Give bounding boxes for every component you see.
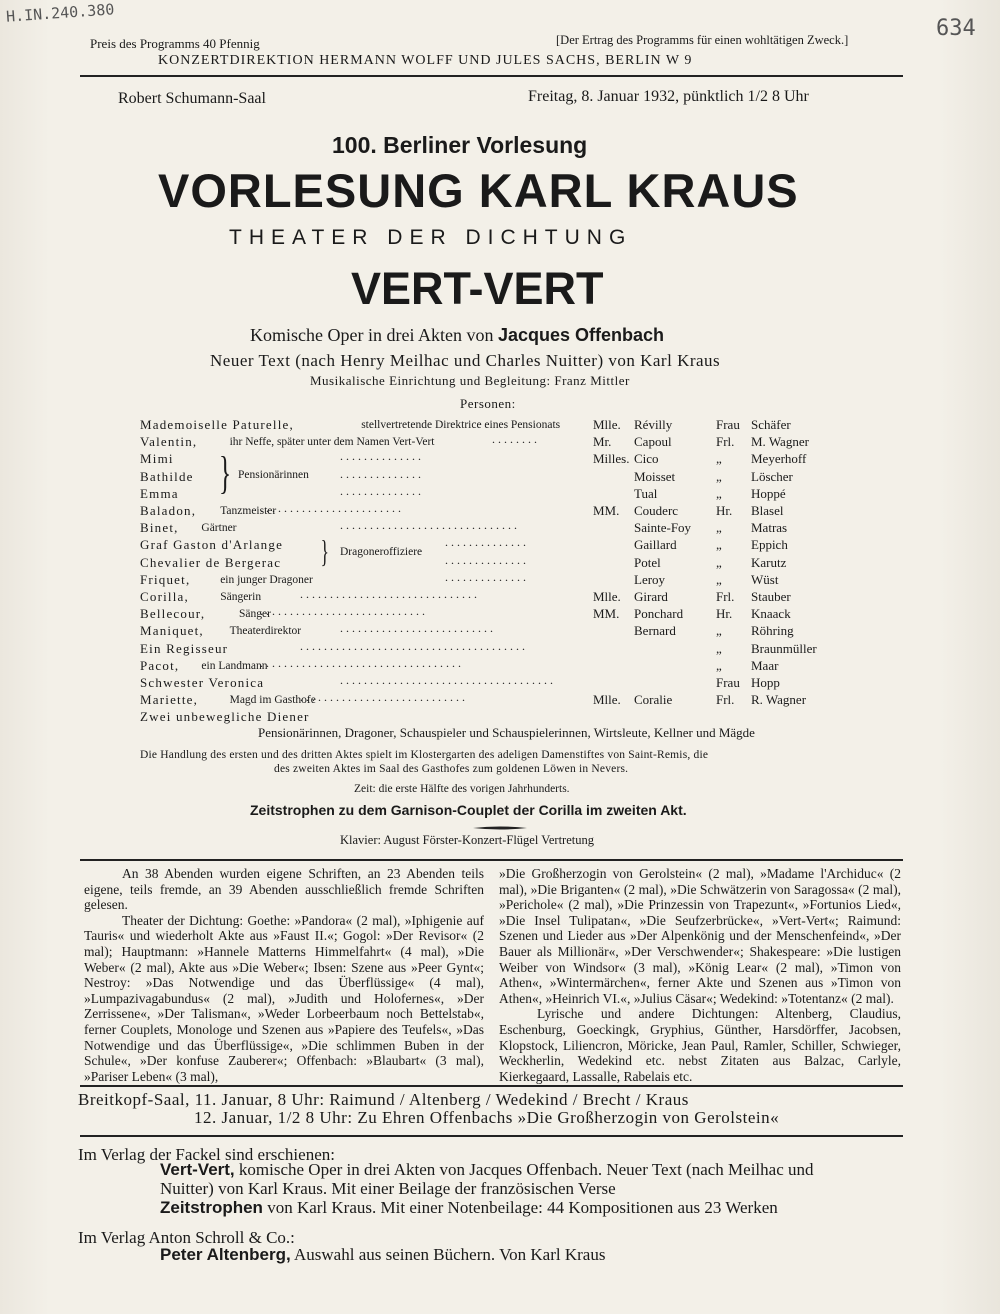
- cast-original-performer: Cico: [634, 451, 659, 467]
- zeitstrophen-note: Zeitstrophen zu dem Garnison-Couplet der Corilla im zweiten Akt.: [250, 802, 687, 818]
- cast-title: „: [716, 657, 722, 673]
- cast-dots: ..............................: [340, 518, 520, 533]
- cast-actor: Blasel: [751, 503, 784, 518]
- cast-dots: ....................................: [340, 673, 556, 687]
- cast-name: Mimi: [140, 451, 174, 467]
- cast-dots: ........................: [260, 501, 404, 515]
- brace-dragoneroffiziere: }: [320, 533, 329, 569]
- schroll-item-text: Auswahl aus seinen Büchern. Von Karl Kraus: [294, 1245, 606, 1264]
- cast-original-performer: Girard: [634, 589, 668, 604]
- cast-original-performer: Potel: [634, 554, 661, 570]
- cast-actor: Stauber: [751, 589, 791, 604]
- setting-line-1: Die Handlung des ersten und des dritten Aktes spielt im Klostergarten des adeligen Damenstiftes von Saint-Remis, die: [140, 749, 709, 761]
- cast-actor: R. Wagner: [751, 692, 807, 708]
- event-date: Freitag, 8. Januar 1932, pünktlich 1/2 8 Uhr: [528, 88, 809, 105]
- cast-title: Frl.: [716, 692, 735, 708]
- composer-name: Jacques Offenbach: [497, 325, 665, 345]
- cast-original-performer: Ponchard: [634, 606, 684, 622]
- cast-actor: Maar: [751, 657, 779, 673]
- cast-original-performer: Capoul: [634, 434, 672, 450]
- cast-name: Zwei unbewegliche Diener: [140, 709, 310, 725]
- cast-title: Frau: [716, 675, 740, 690]
- cast-actor: Wüst: [751, 571, 779, 587]
- top-rule: [80, 75, 903, 77]
- cast-original-performer: Révilly: [634, 417, 673, 432]
- cast-name: Mademoiselle Paturelle,: [140, 417, 294, 432]
- brace-pensionaerinnen: }: [218, 447, 232, 498]
- cast-actor: Hopp: [751, 675, 780, 690]
- cast-actor: Eppich: [751, 537, 788, 553]
- proceeds-note: [Der Ertrag des Programms für einen wohltätigen Zweck.]: [556, 33, 849, 47]
- cast-title-original: Milles.: [593, 451, 630, 467]
- cast-name: Friquet,: [140, 571, 191, 587]
- ornament-rule: [473, 826, 527, 830]
- cast-actor: M. Wagner: [751, 434, 809, 450]
- cast-dots: ............................: [260, 604, 428, 619]
- cast-title-original: Mlle.: [593, 692, 621, 708]
- cast-role: Magd im Gasthofe: [229, 694, 316, 707]
- concert-agency: KONZERTDIREKTION HERMANN WOLFF UND JULES SACHS, BERLIN W 9: [158, 53, 693, 68]
- cast-name: Bathilde: [140, 468, 194, 484]
- mid-rule: [80, 859, 903, 861]
- cast-actor: Löscher: [751, 468, 793, 484]
- upcoming-1: Breitkopf-Saal, 11. Januar, 8 Uhr: Raimund / Altenberg / Wedekind / Brecht / Kraus: [78, 1090, 689, 1109]
- cast-title: „: [716, 485, 722, 501]
- cast-title: „: [716, 468, 722, 484]
- fackel-item-1-title: Vert-Vert,: [160, 1160, 235, 1179]
- reading-number: 100. Berliner Vorlesung: [332, 132, 588, 158]
- cast-original-performer: Bernard: [634, 623, 676, 639]
- persons-heading: Personen:: [460, 396, 516, 411]
- cast-role: stellvertretende Direktrice eines Pensionats: [361, 419, 561, 431]
- cast-dots: ..................................: [260, 655, 464, 670]
- cast-original-performer: Coralie: [634, 692, 673, 708]
- bottom-rule: [80, 1135, 903, 1137]
- time-period: Zeit: die erste Hälfte des vorigen Jahrhunderts.: [354, 783, 570, 795]
- cast-name: Binet,: [140, 520, 179, 536]
- music-credit: Musikalische Einrichtung und Begleitung: Franz Mittler: [310, 373, 630, 388]
- schroll-item-title: Peter Altenberg,: [160, 1245, 291, 1264]
- cast-original-performer: Tual: [634, 485, 658, 501]
- cast-dots: ........: [492, 432, 540, 447]
- cast-role: Dragoneroffiziere: [340, 546, 423, 559]
- cast-dots: ..............: [340, 466, 424, 481]
- lyric-paragraph: Lyrische und andere Dichtungen: Altenberg, Claudius, Eschenburg, Goeckingk, Gryphius, Günther, Harsdörffer, Jacobsen, Klopstock, Liliencron, Möricke, Jean Paul, Ramler, Schiller, Schwieger, Weckherlin, Wedekind etc. nebst Zitaten aus Balzac, Carlyle, Kierkegaard, Lassalle, Rabelais etc.: [499, 1006, 901, 1084]
- stats-paragraph: An 38 Abenden wurden eigene Schriften, an 23 Abenden teils eigene, teils fremde, an 39 Abenden ausschließlich fremde Schriften gelesen.: [84, 866, 484, 913]
- cast-name: Mariette,: [140, 692, 199, 708]
- cast-name: Valentin,: [140, 434, 198, 450]
- cast-role: Sängerin: [220, 591, 262, 603]
- theater-paragraph-right: »Die Großherzogin von Gerolstein« (2 mal), »Madame l'Archiduc« (2 mal), »Die Briganten« (2 mal), »Die Schwätzerin von Saragossa« (2 mal), »Perichole« (2 mal), »Die Prinzessin von Trapezunt«, »Fortunios Lied«, »Die Insel Tulipatan«, »Die Seufzerbrücke«, »Vert-Vert«; Raimund: Szenen und Lieder aus »Der Alpenkönig und der Menschenfeind«, »Der Bauer als Millionär«, »Der Verschwender«; Shakespeare: »Die lustigen Weiber von Windsor« (3 mal), »König Lear« (2 mal), »Timon von Athen«, »Wintermärchen«, ferner Akte und Szenen aus »Timon von Athen«, »Heinrich VI.«, »Julius Cäsar«; Wedekind: »Totentanz« (2 mal).: [499, 866, 901, 1006]
- cast-title: „: [716, 571, 722, 587]
- piano-note: Klavier: August Förster-Konzert-Flügel Vertretung: [340, 833, 594, 847]
- cast-actor: Karutz: [751, 554, 787, 570]
- extras: Pensionärinnen, Dragoner, Schauspieler und Schauspielerinnen, Wirtsleute, Kellner und Mägde: [258, 725, 755, 740]
- cast-title: „: [716, 451, 722, 467]
- cast-dots: ............................: [300, 690, 468, 705]
- cast-title: Frau: [716, 417, 740, 432]
- cast-title-original: Mr.: [593, 434, 612, 450]
- setting-line-2: des zweiten Aktes im Saal des Gasthofes zum goldenen Löwen in Nevers.: [274, 763, 629, 775]
- new-text-credit: Neuer Text (nach Henry Meilhac und Charles Nuitter) von Karl Kraus: [210, 351, 721, 370]
- cast-dots: ..............: [445, 569, 529, 584]
- cast-role: Gärtner: [201, 522, 237, 535]
- cast-role: Pensionärinnen: [238, 468, 309, 481]
- cast-name: Schwester Veronica: [140, 675, 265, 690]
- work-description: [250, 325, 664, 346]
- fackel-heading: Im Verlag der Fackel sind erschienen:: [78, 1145, 335, 1164]
- cast-actor: Röhring: [751, 623, 794, 639]
- cast-title-original: Mlle.: [593, 417, 621, 432]
- work-description-text: Komische Oper in drei Akten von: [250, 325, 494, 345]
- left-column: [84, 866, 484, 1084]
- cast-role: ihr Neffe, später unter dem Namen Vert-Vert: [229, 436, 435, 449]
- cast-title-original: Mlle.: [593, 589, 621, 604]
- cast-title-original: MM.: [593, 606, 620, 622]
- cast-role: Tanzmeister: [220, 505, 277, 517]
- cast-name: Maniquet,: [140, 623, 204, 639]
- schroll-heading: Im Verlag Anton Schroll & Co.:: [78, 1228, 295, 1247]
- cast-name: Chevalier de Bergerac: [140, 554, 282, 570]
- cast-original-performer: Leroy: [634, 571, 666, 587]
- cast-title: „: [716, 640, 722, 656]
- cast-role: ein junger Dragoner: [220, 573, 313, 586]
- cast-role: Sänger: [239, 608, 271, 621]
- right-column: [499, 866, 901, 1084]
- fackel-item-1-text: komische Oper in drei Akten von Jacques Offenbach. Neuer Text (nach Meilhac und: [238, 1160, 814, 1179]
- cast-role: ein Landmann: [201, 659, 268, 672]
- page-number-handwritten: 634: [936, 16, 976, 41]
- fackel-item-2: [160, 1198, 778, 1218]
- archive-signature: H.IN.240.380: [5, 0, 115, 26]
- cast-actor: Braunmüller: [751, 640, 817, 656]
- cast-title: Hr.: [716, 606, 733, 622]
- cast-dots: ..............: [445, 552, 529, 567]
- cast-dots: ..............: [340, 449, 424, 464]
- fackel-item-1-cont: Nuitter) von Karl Kraus. Mit einer Beilage der französischen Verse: [160, 1179, 616, 1198]
- cast-original-performer: Moisset: [634, 468, 676, 484]
- cast-dots: ..............................: [300, 587, 480, 601]
- cast-title: Frl.: [716, 434, 735, 450]
- upcoming-2: 12. Januar, 1/2 8 Uhr: Zu Ehren Offenbachs »Die Großherzogin von Gerolstein«: [194, 1108, 780, 1127]
- cast-title-original: MM.: [593, 503, 620, 518]
- cast-title: „: [716, 623, 722, 639]
- cast-name: Emma: [140, 485, 179, 501]
- cast-title: „: [716, 520, 722, 536]
- cast-name: Baladon,: [140, 503, 197, 518]
- price-note: Preis des Programms 40 Pfennig: [90, 36, 260, 51]
- cast-actor: Schäfer: [751, 417, 791, 432]
- fackel-item-2-text: von Karl Kraus. Mit einer Notenbeilage: 44 Kompositionen aus 23 Werken: [267, 1198, 778, 1217]
- work-title: VERT-VERT: [351, 263, 604, 314]
- cast-original-performer: Sainte-Foy: [634, 520, 692, 536]
- theater-subtitle: THEATER DER DICHTUNG: [229, 226, 633, 249]
- cast-title: „: [716, 554, 722, 570]
- venue: Robert Schumann-Saal: [118, 90, 266, 107]
- cast-actor: Matras: [751, 520, 788, 536]
- cast-title: „: [716, 537, 722, 553]
- lower-rule: [80, 1085, 903, 1087]
- cast-title: Hr.: [716, 503, 733, 518]
- cast-role: Theaterdirektor: [229, 625, 302, 638]
- cast-name: Corilla,: [140, 589, 189, 604]
- cast-original-performer: Gaillard: [634, 537, 677, 553]
- cast-title: Frl.: [716, 589, 735, 604]
- cast-actor: Meyerhoff: [751, 451, 807, 467]
- main-title: VORLESUNG KARL KRAUS: [158, 164, 799, 217]
- cast-name: Graf Gaston d'Arlange: [140, 537, 284, 553]
- cast-name: Bellecour,: [140, 606, 206, 622]
- cast-name: Ein Regisseur: [140, 640, 229, 656]
- cast-dots: ..............: [340, 483, 424, 498]
- fackel-item-2-title: Zeitstrophen: [160, 1198, 263, 1217]
- fackel-item-1: [160, 1160, 814, 1180]
- cast-dots: ..........................: [340, 621, 496, 636]
- cast-dots: ......................................: [300, 638, 528, 653]
- cast-actor: Knaack: [751, 606, 791, 622]
- cast-actor: Hoppé: [751, 485, 786, 501]
- cast-original-performer: Couderc: [634, 503, 679, 518]
- schroll-item: [160, 1245, 605, 1265]
- cast-dots: ..............: [445, 535, 529, 550]
- cast-name: Pacot,: [140, 657, 180, 673]
- theater-paragraph-left: Theater der Dichtung: Goethe: »Pandora« (2 mal), »Iphigenie auf Tauris« und wiederholt Akte aus »Faust II.«; Gogol: »Der Revisor« (2 mal); Hauptmann: »Hannele Matterns Himmelfahrt« (4 mal), »Die Weber« (2 mal), Akte aus »Die Weber«; Ibsen: Szene aus »Peer Gynt«; Nestroy: »Das Notwendige und das Überflüssige« (4 mal), »Lumpazivagabundus« (2 mal), »Judith und Holofernes«, »Der Zerrissene«, »Der Talisman«, »Weder Lorbeerbaum noch Bettelstab«, ferner Couplets, Monologe und Szenen aus »Papiere des Teufels«, »Das Notwendige und das Überflüssige«, »Die schlimmen Buben in der Schule«, »Der konfuse Zauberer«; Offenbach: »Blaubart« (3 mal), »Pariser Leben« (3 mal),: [84, 912, 484, 1084]
